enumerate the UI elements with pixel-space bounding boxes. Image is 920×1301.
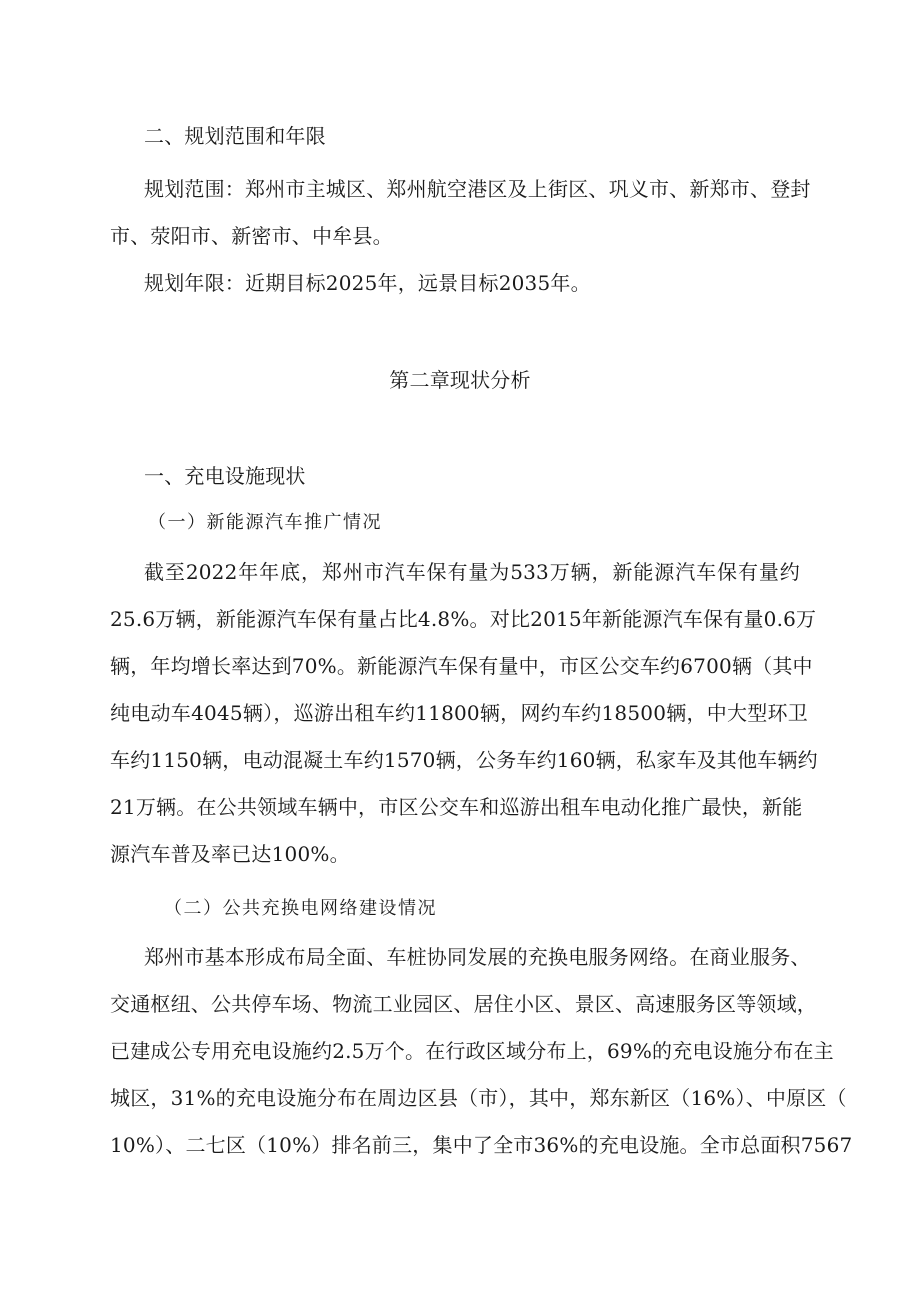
section-2-heading: 二、规划范围和年限 xyxy=(144,124,326,148)
paragraph-line: 交通枢纽、公共停车场、物流工业园区、居住小区、景区、高速服务区等领域， xyxy=(110,992,817,1016)
subsection-2-heading: （二）公共充换电网络建设情况 xyxy=(164,898,437,919)
paragraph-line: 车约1150辆，电动混凝土车约1570辆，公务车约160辆，私家车及其他车辆约 xyxy=(110,748,818,772)
paragraph-line: 截至2022年年底，郑州市汽车保有量为533万辆，新能源汽车保有量约 xyxy=(144,560,800,584)
paragraph-line: 源汽车普及率已达100%。 xyxy=(110,842,350,866)
section-1-heading: 一、充电设施现状 xyxy=(144,464,306,488)
scope-line-2: 市、荥阳市、新密市、中牟县。 xyxy=(110,224,393,248)
paragraph-line: 城区，31%的充电设施分布在周边区县（市），其中，郑东新区（16%）、中原区（ xyxy=(110,1086,847,1110)
subsection-1-heading: （一）新能源汽车推广情况 xyxy=(148,512,382,533)
paragraph-line: 21万辆。在公共领域车辆中，市区公交车和巡游出租车电动化推广最快，新能 xyxy=(110,795,803,819)
planning-period: 规划年限：近期目标2025年，远景目标2035年。 xyxy=(144,271,591,295)
paragraph-line: 已建成公专用充电设施约2.5万个。在行政区域分布上，69%的充电设施分布在主 xyxy=(110,1039,834,1063)
paragraph-line: 纯电动车4045辆），巡游出租车约11800辆，网约车约18500辆，中大型环卫 xyxy=(110,701,808,725)
scope-line-1: 规划范围：郑州市主城区、郑州航空港区及上街区、巩义市、新郑市、登封 xyxy=(144,177,811,201)
paragraph-line: 10%）、二七区（10%）排名前三，集中了全市36%的充电设施。全市总面积7567 xyxy=(110,1133,853,1157)
paragraph-line: 25.6万辆，新能源汽车保有量占比4.8%。对比2015年新能源汽车保有量0.6万 xyxy=(110,607,817,631)
paragraph-line: 郑州市基本形成布局全面、车桩协同发展的充换电服务网络。在商业服务、 xyxy=(144,945,811,969)
chapter-title: 第二章现状分析 xyxy=(389,368,531,392)
paragraph-line: 辆，年均增长率达到70%。新能源汽车保有量中，市区公交车约6700辆（其中 xyxy=(110,654,813,678)
